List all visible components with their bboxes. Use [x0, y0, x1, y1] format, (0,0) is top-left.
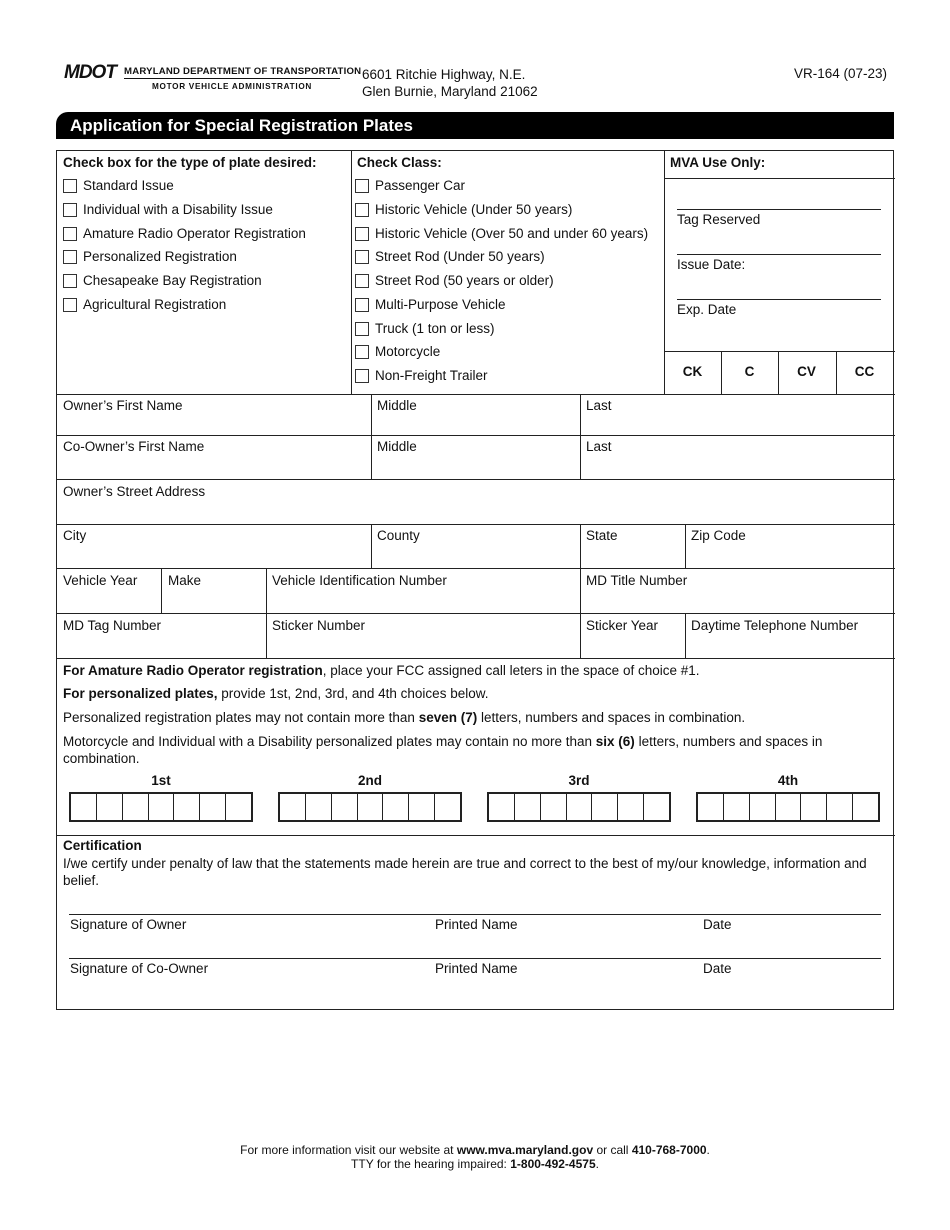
instruction-seven-limit: Personalized registration plates may not contain more than seven (7) letters, numbers and spaces in combination.: [63, 710, 746, 725]
divider: [371, 394, 372, 479]
county-field[interactable]: County: [377, 528, 420, 543]
coowner-signature-field[interactable]: Signature of Co-Owner: [70, 961, 209, 976]
code-cv: CV: [797, 364, 816, 379]
choice-3-boxes[interactable]: [487, 792, 671, 822]
certification-text: I/we certify under penalty of law that the statements made herein are true and correct to the best of my/our knowledge, information and belief.: [63, 856, 867, 888]
footer-line-2: TTY for the hearing impaired: 1-800-492-4575.: [351, 1157, 599, 1171]
code-cc: CC: [854, 364, 875, 379]
make-field[interactable]: Make: [168, 573, 202, 588]
tag-reserved-line: [677, 209, 881, 210]
plate-type-heading: Check box for the type of plate desired:: [63, 155, 317, 170]
choice-4-label: 4th: [777, 773, 799, 788]
class-option-passenger-car[interactable]: Passenger Car: [355, 178, 465, 193]
instruction-amateur: For Amature Radio Operator registration, place your FCC assigned call leters in the space of choice #1.: [63, 663, 700, 678]
owner-signature-line: [69, 914, 881, 915]
tag-number-field[interactable]: MD Tag Number: [63, 618, 162, 633]
checkbox[interactable]: [63, 227, 77, 241]
exp-date-label: Exp. Date: [677, 302, 737, 317]
class-option-street-rod-50-plus[interactable]: Street Rod (50 years or older): [355, 273, 554, 288]
instruction-personalized: For personalized plates, provide 1st, 2nd, 3rd, and 4th choices below.: [63, 686, 489, 701]
address-line-1: 6601 Ritchie Highway, N.E.: [362, 67, 526, 82]
form-number: VR-164 (07-23): [794, 66, 888, 81]
coowner-signature-line: [69, 958, 881, 959]
checkbox[interactable]: [355, 250, 369, 264]
divider: [57, 524, 895, 525]
phone-number: 410-768-7000: [631, 1143, 707, 1157]
checkbox[interactable]: [355, 274, 369, 288]
logo-rule: [124, 78, 340, 79]
class-option-historic-50-60[interactable]: Historic Vehicle (Over 50 and under 60 years): [355, 226, 648, 241]
form-title: Application for Special Registration Plates: [56, 112, 894, 139]
sticker-year-field[interactable]: Sticker Year: [586, 618, 659, 633]
coowner-date-field[interactable]: Date: [703, 961, 732, 976]
phone-field[interactable]: Daytime Telephone Number: [691, 618, 859, 633]
plate-option-amateur-radio[interactable]: Amature Radio Operator Registration: [63, 226, 306, 241]
owner-last-field[interactable]: Last: [586, 398, 612, 413]
divider: [57, 835, 895, 836]
divider: [664, 151, 665, 394]
plate-option-chesapeake[interactable]: Chesapeake Bay Registration: [63, 273, 262, 288]
street-address-field[interactable]: Owner’s Street Address: [63, 484, 206, 499]
divider: [351, 151, 352, 394]
divider: [664, 178, 895, 179]
divider: [664, 351, 895, 352]
exp-date-line: [677, 299, 881, 300]
class-option-motorcycle[interactable]: Motorcycle: [355, 344, 440, 359]
zip-code-field[interactable]: Zip Code: [691, 528, 746, 543]
coowner-last-field[interactable]: Last: [586, 439, 612, 454]
choice-2-boxes[interactable]: [278, 792, 462, 822]
checkbox[interactable]: [63, 298, 77, 312]
coowner-printed-name-field[interactable]: Printed Name: [435, 961, 518, 976]
class-option-historic-under-50[interactable]: Historic Vehicle (Under 50 years): [355, 202, 572, 217]
checkbox[interactable]: [355, 227, 369, 241]
choice-1-label: 1st: [151, 773, 171, 788]
checkbox[interactable]: [355, 203, 369, 217]
divider: [57, 435, 895, 436]
tty-number: 1-800-492-4575: [510, 1157, 596, 1171]
issue-date-label: Issue Date:: [677, 257, 746, 272]
mva-use-heading: MVA Use Only:: [670, 155, 766, 170]
owner-date-field[interactable]: Date: [703, 917, 732, 932]
owner-signature-field[interactable]: Signature of Owner: [70, 917, 187, 932]
city-field[interactable]: City: [63, 528, 87, 543]
choice-3-label: 3rd: [568, 773, 590, 788]
coowner-middle-field[interactable]: Middle: [377, 439, 417, 454]
agency-address: [362, 66, 538, 100]
divider: [685, 524, 686, 568]
footer-line-1: For more information visit our website at www.mva.maryland.gov or call 410-768-7000.: [240, 1143, 710, 1157]
checkbox[interactable]: [355, 322, 369, 336]
checkbox[interactable]: [355, 369, 369, 383]
code-c: C: [744, 364, 755, 379]
checkbox[interactable]: [63, 274, 77, 288]
divider: [371, 524, 372, 568]
divider: [580, 524, 581, 568]
checkbox[interactable]: [355, 298, 369, 312]
owner-printed-name-field[interactable]: Printed Name: [435, 917, 518, 932]
instruction-six-limit: Motorcycle and Individual with a Disability personalized plates may contain no more than six (6) letters, numbers and spaces in combination.: [63, 734, 823, 766]
address-line-2: Glen Burnie, Maryland 21062: [362, 84, 538, 99]
choice-2-label: 2nd: [357, 773, 382, 788]
website-link[interactable]: www.mva.maryland.gov: [456, 1143, 594, 1157]
choice-1-boxes[interactable]: [69, 792, 253, 822]
application-form: [56, 150, 894, 1010]
owner-middle-field[interactable]: Middle: [377, 398, 417, 413]
plate-option-agricultural[interactable]: Agricultural Registration: [63, 297, 226, 312]
divider: [580, 394, 581, 479]
divider: [57, 479, 895, 480]
checkbox[interactable]: [63, 250, 77, 264]
plate-option-disability[interactable]: Individual with a Disability Issue: [63, 202, 273, 217]
divider: [57, 658, 895, 659]
mdot-logo: [64, 62, 362, 96]
issue-date-line: [677, 254, 881, 255]
class-option-truck[interactable]: Truck (1 ton or less): [355, 321, 495, 336]
divider: [685, 613, 686, 658]
divider: [57, 613, 895, 614]
tag-reserved-label: Tag Reserved: [677, 212, 761, 227]
class-heading: Check Class:: [357, 155, 442, 170]
choice-4-boxes[interactable]: [696, 792, 880, 822]
sticker-number-field[interactable]: Sticker Number: [272, 618, 366, 633]
vehicle-year-field[interactable]: Vehicle Year: [63, 573, 138, 588]
coowner-first-name-field[interactable]: Co-Owner’s First Name: [63, 439, 205, 454]
divider: [161, 568, 162, 613]
class-option-multi-purpose[interactable]: Multi-Purpose Vehicle: [355, 297, 506, 312]
checkbox[interactable]: [63, 203, 77, 217]
code-ck: CK: [682, 364, 703, 379]
mdot-logo-mark: MDOT: [64, 62, 116, 83]
vin-field[interactable]: Vehicle Identification Number: [272, 573, 447, 588]
checkbox[interactable]: [355, 179, 369, 193]
agency-name: MARYLAND DEPARTMENT OF TRANSPORTATION: [124, 66, 362, 77]
agency-subname: MOTOR VEHICLE ADMINISTRATION: [152, 82, 312, 91]
footer: [0, 1143, 950, 1171]
checkbox[interactable]: [355, 345, 369, 359]
divider: [57, 394, 895, 395]
divider: [57, 568, 895, 569]
title-number-field[interactable]: MD Title Number: [586, 573, 688, 588]
state-field[interactable]: State: [586, 528, 618, 543]
certification-heading: Certification: [63, 838, 142, 853]
checkbox[interactable]: [63, 179, 77, 193]
plate-option-personalized[interactable]: Personalized Registration: [63, 249, 237, 264]
class-option-trailer[interactable]: Non-Freight Trailer: [355, 368, 488, 383]
class-option-street-rod-under-50[interactable]: Street Rod (Under 50 years): [355, 249, 545, 264]
owner-first-name-field[interactable]: Owner’s First Name: [63, 398, 183, 413]
plate-option-standard[interactable]: Standard Issue: [63, 178, 174, 193]
